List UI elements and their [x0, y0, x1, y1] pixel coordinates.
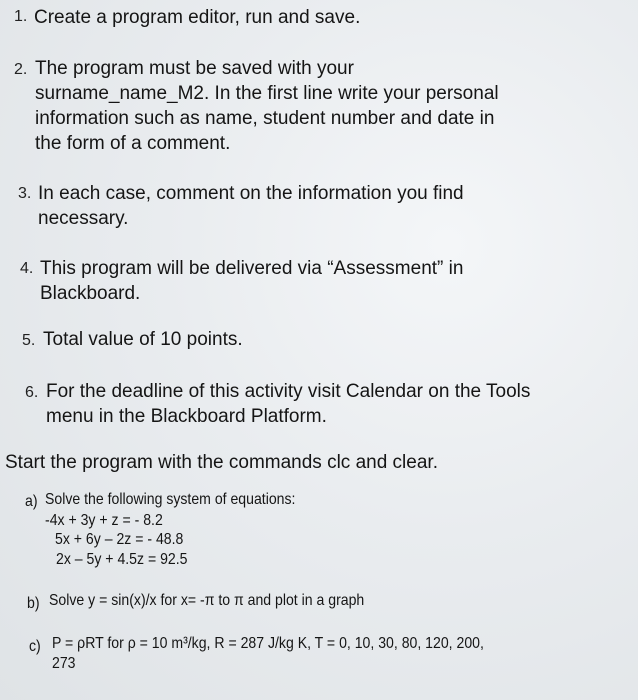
item-3-line-1: In each case, comment on the information you find: [38, 183, 464, 204]
part-b-text: Solve y = sin(x)/x for x= -π to π and plot in a graph: [49, 592, 365, 609]
item-2-line-4: the form of a comment.: [35, 133, 231, 154]
item-2-line-3: information such as name, student number and date in: [35, 108, 495, 129]
item-1-line-1: Create a program editor, run and save.: [34, 7, 361, 28]
part-c-text-line-2: 273: [52, 655, 76, 672]
instruction-item-6: [46, 379, 530, 429]
item-number-3: 3.: [18, 185, 32, 202]
item-5-line-1: Total value of 10 points.: [43, 329, 243, 350]
instruction-item-2: [35, 56, 499, 156]
item-4-line-2: Blackboard.: [40, 283, 141, 304]
part-a-intro: Solve the following system of equations:: [45, 491, 296, 508]
instruction-item-4: [40, 256, 463, 306]
equation-1: -4x + 3y + z = - 8.2: [45, 512, 163, 529]
item-6-line-2: menu in the Blackboard Platform.: [46, 406, 327, 427]
equation-2: 5x + 6y – 2z = - 48.8: [55, 531, 184, 548]
item-number-5: 5.: [22, 332, 36, 349]
item-number-4: 4.: [20, 260, 34, 277]
item-6-line-1: For the deadline of this activity visit Calendar on the Tools: [46, 381, 531, 402]
item-2-line-1: The program must be saved with your: [35, 58, 354, 79]
item-2-line-2: surname_name_M2. In the first line write your personal: [35, 83, 499, 104]
item-4-line-1: This program will be delivered via “Assessment” in: [40, 258, 464, 279]
instruction-item-5: [43, 327, 243, 352]
part-c-text-line-1: P = ρRT for ρ = 10 m³/kg, R = 287 J/kg K, T = 0, 10, 30, 80, 120, 200,: [52, 635, 484, 652]
start-instruction: Start the program with the commands clc and clear.: [5, 452, 438, 473]
part-c-label: c): [29, 638, 41, 655]
item-number-1: 1.: [14, 8, 28, 25]
instruction-item-3: [38, 181, 464, 231]
item-number-6: 6.: [25, 384, 39, 401]
equation-3: 2x – 5y + 4.5z = 92.5: [56, 551, 188, 568]
item-3-line-2: necessary.: [38, 208, 129, 229]
instruction-item-1: [34, 5, 360, 30]
part-b-label: b): [27, 595, 40, 612]
item-number-2: 2.: [14, 61, 28, 78]
part-a-label: a): [25, 493, 38, 510]
